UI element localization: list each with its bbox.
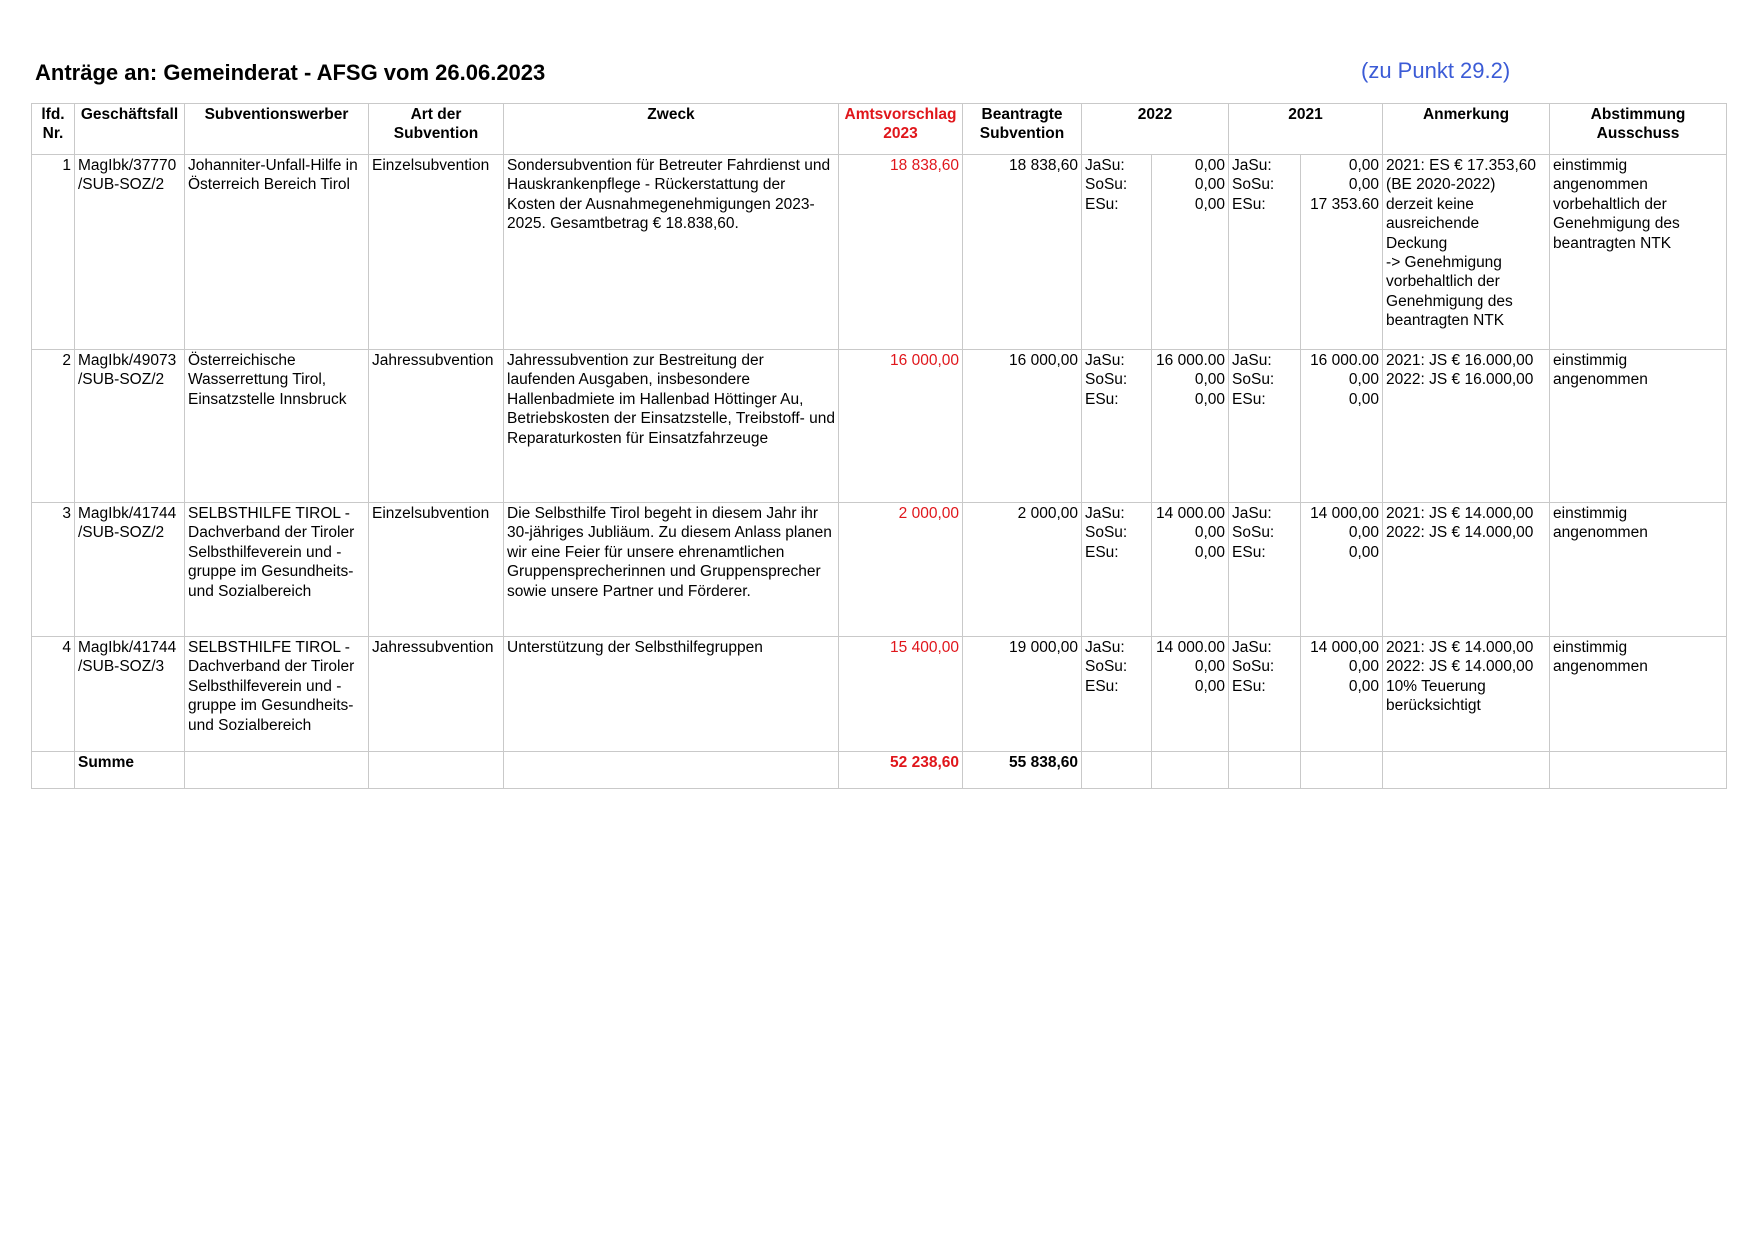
row-2022-labels bbox=[1082, 350, 1152, 503]
table-row bbox=[32, 350, 1727, 503]
row-nr: 1 bbox=[32, 155, 75, 350]
row-note-line: beantragten NTK bbox=[1386, 312, 1505, 330]
row-proposal: 15 400,00 bbox=[839, 637, 963, 752]
sum-empty bbox=[1082, 752, 1152, 789]
header-proposal: Amtsvorschlag 2023 bbox=[839, 104, 963, 155]
row-2021-labels-line: JaSu: bbox=[1232, 639, 1272, 656]
row-2021-values-line: 14 000,00 bbox=[1310, 505, 1380, 522]
row-purpose: Unterstützung der Selbsthilfegruppen bbox=[504, 637, 839, 752]
row-note-line: ausreichende bbox=[1386, 215, 1480, 233]
row-proposal: 16 000,00 bbox=[839, 350, 963, 503]
row-nr: 4 bbox=[32, 637, 75, 752]
row-2022-labels-line: ESu: bbox=[1085, 195, 1119, 213]
row-2021-labels-line: SoSu: bbox=[1232, 524, 1275, 542]
row-2022-values-line: 14 000.00 bbox=[1156, 639, 1226, 656]
sum-empty bbox=[1229, 752, 1301, 789]
row-2022-labels-line: SoSu: bbox=[1085, 176, 1128, 194]
row-2022-labels-line: ESu: bbox=[1085, 390, 1119, 408]
row-note-line: Deckung bbox=[1386, 234, 1448, 252]
row-proposal: 2 000,00 bbox=[839, 503, 963, 637]
row-requested: 16 000,00 bbox=[963, 350, 1082, 503]
row-note bbox=[1383, 637, 1550, 752]
header-nr: lfd. Nr. bbox=[32, 104, 75, 155]
row-2022-values-line: 0,00 bbox=[1194, 371, 1226, 389]
sum-row bbox=[32, 752, 1727, 789]
row-nr: 3 bbox=[32, 503, 75, 637]
sum-empty bbox=[1383, 752, 1550, 789]
row-note-line: 2021: ES € 17.353,60 bbox=[1386, 157, 1536, 174]
row-2022-values-line: 0,00 bbox=[1194, 176, 1226, 194]
row-2022-values-line: 0,00 bbox=[1194, 195, 1226, 213]
row-case: MagIbk/49073 /SUB-SOZ/2 bbox=[75, 350, 185, 503]
row-note-line: 2021: JS € 16.000,00 bbox=[1386, 352, 1534, 369]
row-vote: einstimmig angenommen bbox=[1550, 350, 1727, 503]
row-note-line: 2021: JS € 14.000,00 bbox=[1386, 639, 1534, 656]
row-type: Einzelsubvention bbox=[369, 155, 504, 350]
row-2022-labels-line: JaSu: bbox=[1085, 505, 1125, 522]
row-2022-labels-line: SoSu: bbox=[1085, 658, 1128, 676]
row-note-line: Genehmigung des bbox=[1386, 292, 1513, 310]
row-2022-labels-line: JaSu: bbox=[1085, 352, 1125, 369]
header-row bbox=[32, 104, 1727, 155]
row-2021-labels-line: ESu: bbox=[1232, 195, 1266, 213]
row-purpose: Jahressubvention zur Bestreitung der laufenden Ausgaben, insbesondere Hallenbadmiete im Hallenbad Höttinger Au, Betriebskosten der Einsatzstelle, Treibstoff- und Reparaturkosten für Einsatzfahrzeuge bbox=[504, 350, 839, 503]
header-year-2022: 2022 bbox=[1082, 104, 1229, 155]
page-title: Anträge an: Gemeinderat - AFSG vom 26.06.2023 bbox=[35, 60, 546, 85]
row-2022-values bbox=[1152, 637, 1229, 752]
row-2021-values bbox=[1301, 503, 1383, 637]
row-note-line: 2021: JS € 14.000,00 bbox=[1386, 505, 1534, 522]
row-note-line: 10% Teuerung bbox=[1386, 677, 1486, 695]
row-note-line: derzeit keine bbox=[1386, 195, 1474, 213]
row-2021-values bbox=[1301, 350, 1383, 503]
row-2021-labels-line: JaSu: bbox=[1232, 352, 1272, 369]
row-note-line: berücksichtigt bbox=[1386, 697, 1481, 715]
table-row bbox=[32, 155, 1727, 350]
row-2021-labels-line: SoSu: bbox=[1232, 658, 1275, 676]
header-purpose: Zweck bbox=[504, 104, 839, 155]
header-note: Anmerkung bbox=[1383, 104, 1550, 155]
row-case: MagIbk/37770 /SUB-SOZ/2 bbox=[75, 155, 185, 350]
row-2021-labels-line: JaSu: bbox=[1232, 157, 1272, 174]
row-applicant: SELBSTHILFE TIROL - Dachverband der Tiroler Selbsthilfeverein und -gruppe im Gesundheits- und Sozialbereich bbox=[185, 637, 369, 752]
row-vote: einstimmig angenommen bbox=[1550, 503, 1727, 637]
row-applicant: Österreichische Wasserrettung Tirol, Einsatzstelle Innsbruck bbox=[185, 350, 369, 503]
row-requested: 18 838,60 bbox=[963, 155, 1082, 350]
sum-empty bbox=[504, 752, 839, 789]
row-note bbox=[1383, 503, 1550, 637]
row-2022-values-line: 0,00 bbox=[1194, 157, 1226, 174]
row-vote: einstimmig angenommen bbox=[1550, 637, 1727, 752]
row-2021-labels bbox=[1229, 637, 1301, 752]
row-2021-values-line: 0,00 bbox=[1348, 658, 1380, 676]
subsidy-table bbox=[31, 103, 1727, 789]
row-2022-values-line: 0,00 bbox=[1194, 543, 1226, 561]
row-note-line: -> Genehmigung bbox=[1386, 254, 1502, 272]
sum-requested: 55 838,60 bbox=[963, 752, 1082, 789]
row-2021-labels bbox=[1229, 503, 1301, 637]
row-2022-values-line: 0,00 bbox=[1194, 658, 1226, 676]
row-applicant: Johanniter-Unfall-Hilfe in Österreich Bereich Tirol bbox=[185, 155, 369, 350]
header-vote: Abstimmung Ausschuss bbox=[1550, 104, 1727, 155]
row-2022-values-line: 0,00 bbox=[1194, 390, 1226, 408]
row-2021-values-line: 0,00 bbox=[1348, 524, 1380, 542]
row-proposal: 18 838,60 bbox=[839, 155, 963, 350]
header-applicant: Subventionswerber bbox=[185, 104, 369, 155]
row-purpose: Sondersubvention für Betreuter Fahrdienst und Hauskrankenpflege - Rückerstattung der Kosten der Ausnahmegenehmigungen 2023-2025. Gesamtbetrag € 18.838,60. bbox=[504, 155, 839, 350]
row-2021-labels-line: JaSu: bbox=[1232, 505, 1272, 522]
row-2021-labels bbox=[1229, 155, 1301, 350]
row-2021-values-line: 0,00 bbox=[1348, 543, 1380, 561]
row-2021-values-line: 0,00 bbox=[1348, 677, 1380, 695]
row-2022-values-line: 0,00 bbox=[1194, 524, 1226, 542]
row-note-line: vorbehaltlich der bbox=[1386, 273, 1500, 291]
row-requested: 2 000,00 bbox=[963, 503, 1082, 637]
row-2022-values bbox=[1152, 155, 1229, 350]
sum-empty bbox=[1152, 752, 1229, 789]
row-note-line: (BE 2020-2022) bbox=[1386, 176, 1496, 194]
row-note bbox=[1383, 155, 1550, 350]
row-type: Einzelsubvention bbox=[369, 503, 504, 637]
sum-empty bbox=[369, 752, 504, 789]
row-note bbox=[1383, 350, 1550, 503]
row-2021-values-line: 0,00 bbox=[1348, 176, 1380, 194]
table-row bbox=[32, 503, 1727, 637]
row-2021-values-line: 17 353.60 bbox=[1310, 195, 1380, 213]
row-2021-values-line: 0,00 bbox=[1348, 390, 1380, 408]
row-vote: einstimmig angenommen vorbehaltlich der Genehmigung des beantragten NTK bbox=[1550, 155, 1727, 350]
row-2022-labels-line: ESu: bbox=[1085, 543, 1119, 561]
row-purpose: Die Selbsthilfe Tirol begeht in diesem Jahr ihr 30-jähriges Jubliäum. Zu diesem Anlass planen wir eine Feier für unsere ehrenamtlichen Gruppensprecherinnen und Gruppensprecher sowie unsere Partner und Förderer. bbox=[504, 503, 839, 637]
row-2022-labels bbox=[1082, 155, 1152, 350]
header-requested: Beantragte Subvention bbox=[963, 104, 1082, 155]
row-requested: 19 000,00 bbox=[963, 637, 1082, 752]
row-2022-labels bbox=[1082, 503, 1152, 637]
row-2021-values-line: 0,00 bbox=[1348, 371, 1380, 389]
row-note-line: 2022: JS € 14.000,00 bbox=[1386, 524, 1534, 542]
row-2021-values bbox=[1301, 637, 1383, 752]
header-case: Geschäftsfall bbox=[75, 104, 185, 155]
row-2022-values-line: 0,00 bbox=[1194, 677, 1226, 695]
row-2022-labels bbox=[1082, 637, 1152, 752]
agenda-reference: (zu Punkt 29.2) bbox=[1361, 58, 1511, 83]
table-body bbox=[32, 155, 1727, 789]
row-case: MagIbk/41744 /SUB-SOZ/3 bbox=[75, 637, 185, 752]
row-2022-values bbox=[1152, 503, 1229, 637]
row-applicant: SELBSTHILFE TIROL - Dachverband der Tiroler Selbsthilfeverein und -gruppe im Gesundheits- und Sozialbereich bbox=[185, 503, 369, 637]
row-2021-labels bbox=[1229, 350, 1301, 503]
row-2022-labels-line: ESu: bbox=[1085, 677, 1119, 695]
row-2021-labels-line: ESu: bbox=[1232, 390, 1266, 408]
row-2022-values-line: 14 000.00 bbox=[1156, 505, 1226, 522]
row-2021-values bbox=[1301, 155, 1383, 350]
row-case: MagIbk/41744 /SUB-SOZ/2 bbox=[75, 503, 185, 637]
row-type: Jahressubvention bbox=[369, 350, 504, 503]
sum-empty bbox=[1301, 752, 1383, 789]
row-2022-labels-line: JaSu: bbox=[1085, 639, 1125, 656]
row-note-line: 2022: JS € 14.000,00 bbox=[1386, 658, 1534, 676]
row-2021-labels-line: ESu: bbox=[1232, 677, 1266, 695]
row-nr: 2 bbox=[32, 350, 75, 503]
header-year-2021: 2021 bbox=[1229, 104, 1383, 155]
row-2022-values bbox=[1152, 350, 1229, 503]
row-2022-values-line: 16 000.00 bbox=[1156, 352, 1226, 369]
sum-empty bbox=[185, 752, 369, 789]
row-2022-labels-line: SoSu: bbox=[1085, 371, 1128, 389]
header-type: Art der Subvention bbox=[369, 104, 504, 155]
row-type: Jahressubvention bbox=[369, 637, 504, 752]
row-2022-labels-line: SoSu: bbox=[1085, 524, 1128, 542]
sum-label: Summe bbox=[75, 752, 185, 789]
row-2021-values-line: 16 000.00 bbox=[1310, 352, 1380, 369]
sum-proposal: 52 238,60 bbox=[839, 752, 963, 789]
row-2021-labels-line: SoSu: bbox=[1232, 371, 1275, 389]
sum-empty bbox=[32, 752, 75, 789]
row-2021-labels-line: ESu: bbox=[1232, 543, 1266, 561]
table-row bbox=[32, 637, 1727, 752]
row-2021-values-line: 0,00 bbox=[1348, 157, 1380, 174]
row-2022-labels-line: JaSu: bbox=[1085, 157, 1125, 174]
sum-empty bbox=[1550, 752, 1727, 789]
row-2021-labels-line: SoSu: bbox=[1232, 176, 1275, 194]
row-note-line: 2022: JS € 16.000,00 bbox=[1386, 371, 1534, 389]
row-2021-values-line: 14 000,00 bbox=[1310, 639, 1380, 656]
